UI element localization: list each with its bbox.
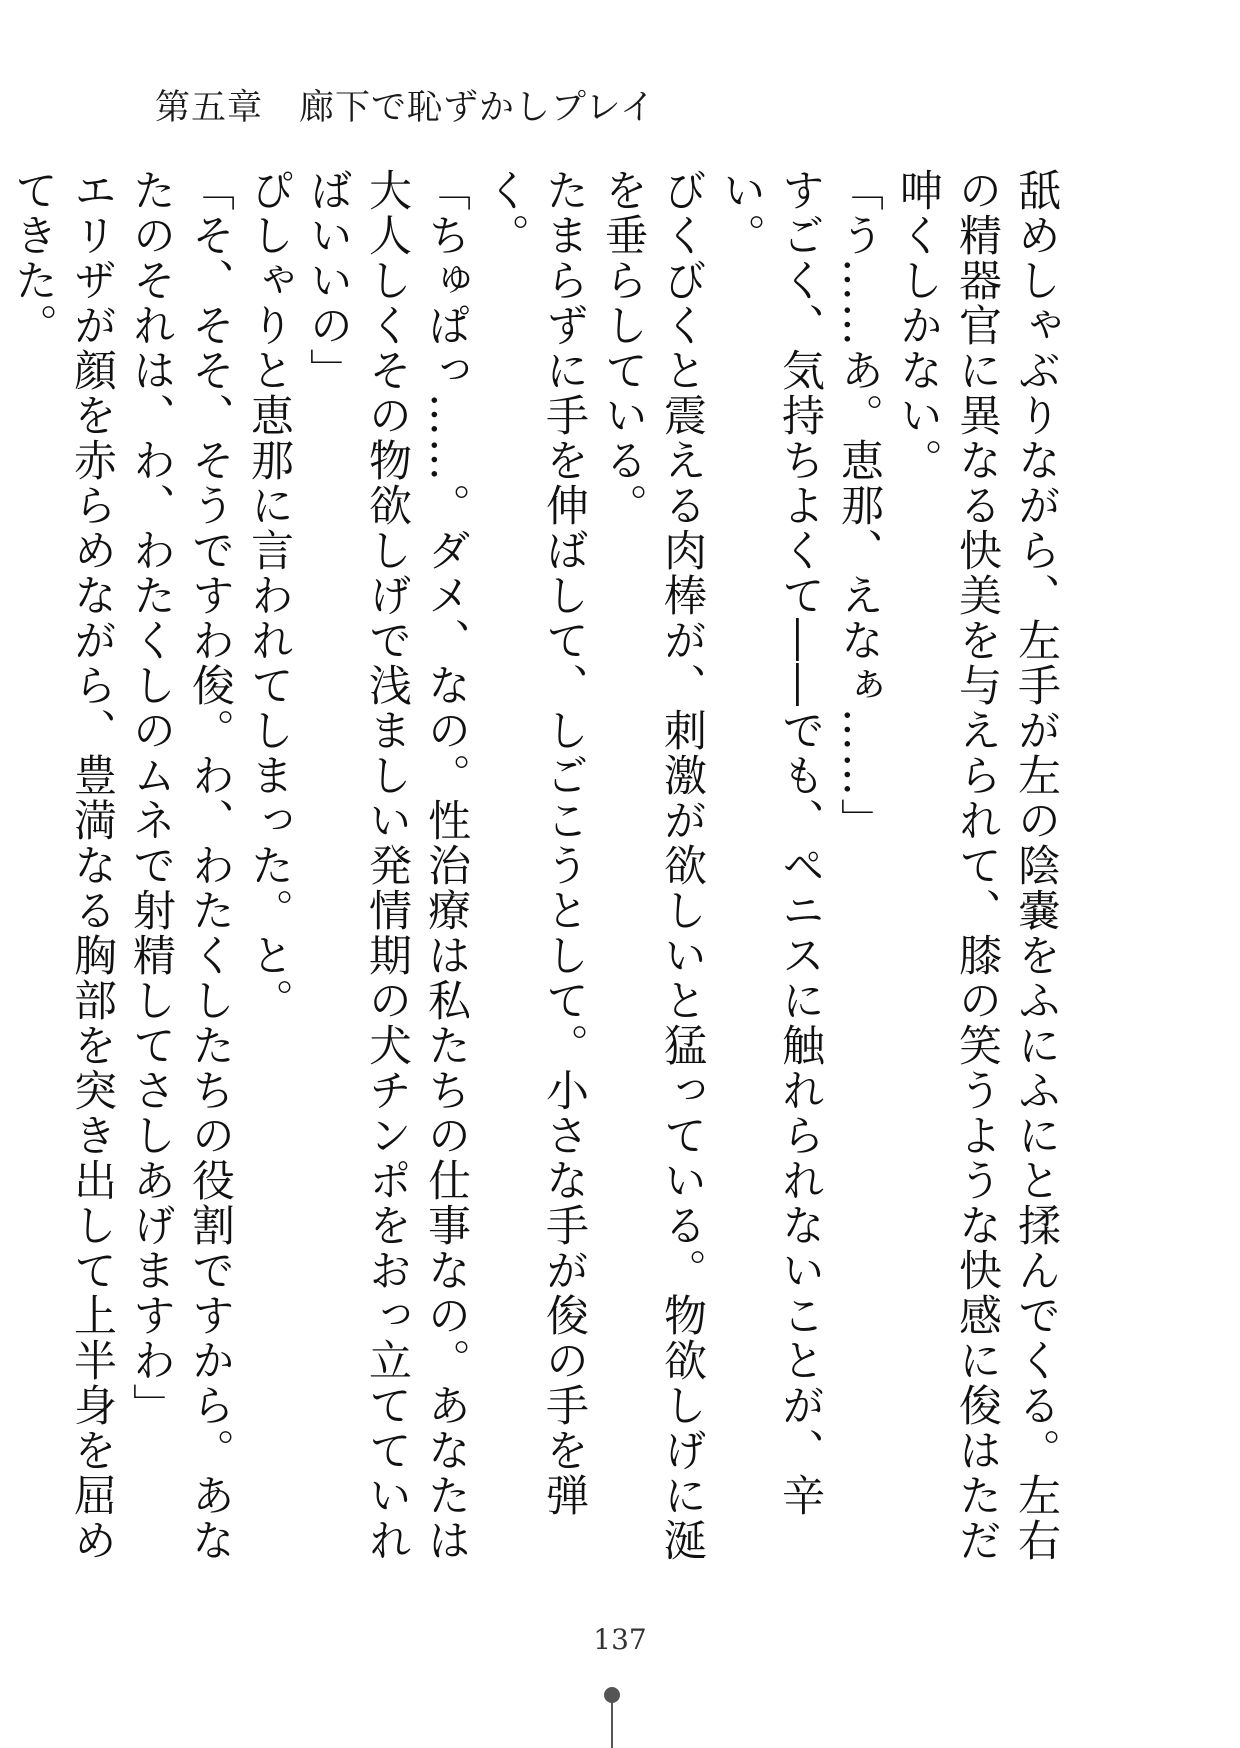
- paragraph: びくびくと震える肉棒が、刺激が欲しいと猛っている。物欲しげに涎を垂らしている。: [598, 168, 707, 1563]
- paragraph: たまらずに手を伸ばして、しごこうとして。小さな手が俊の手を弾く。: [480, 168, 589, 1518]
- paragraph: ぴしゃりと恵那に言われてしまった。と。: [244, 168, 294, 1023]
- paragraph: 「う……あ。恵那、えなぁ……」: [834, 168, 884, 843]
- paragraph: 「そ、そそ、そうですわ俊。わ、わたくしたちの役割ですから。あなたのそれは、わ、わたくしのムネで射精してさしあげますわ」: [126, 168, 235, 1563]
- paragraph: 「ちゅぱっ……。ダメ、なの。性治療は私たちの仕事なの。あなたは大人しくその物欲しげで浅ましい発情期の犬チンポをおっ立てていればいいの」: [303, 168, 471, 1563]
- paragraph: [0, 168, 3, 1598]
- vertical-body-text: [8, 168, 1065, 1598]
- paragraph: すごく、気持ちよくて――でも、ペニスに触れられないことが、辛い。: [716, 168, 825, 1518]
- page-marker-line: [611, 1700, 613, 1748]
- page-number: 137: [593, 1623, 647, 1656]
- paragraph: 舐めしゃぶりながら、左手が左の陰嚢をふにふにと揉んでくる。左右の精器官に異なる快美を与えられて、膝の笑うような快感に俊はただ呻くしかない。: [893, 168, 1061, 1563]
- paragraph: エリザが顔を赤らめながら、豊満なる胸部を突き出して上半身を屈めてきた。: [8, 168, 117, 1563]
- chapter-running-head: 第五章 廊下で恥ずかしプレイ: [155, 88, 656, 128]
